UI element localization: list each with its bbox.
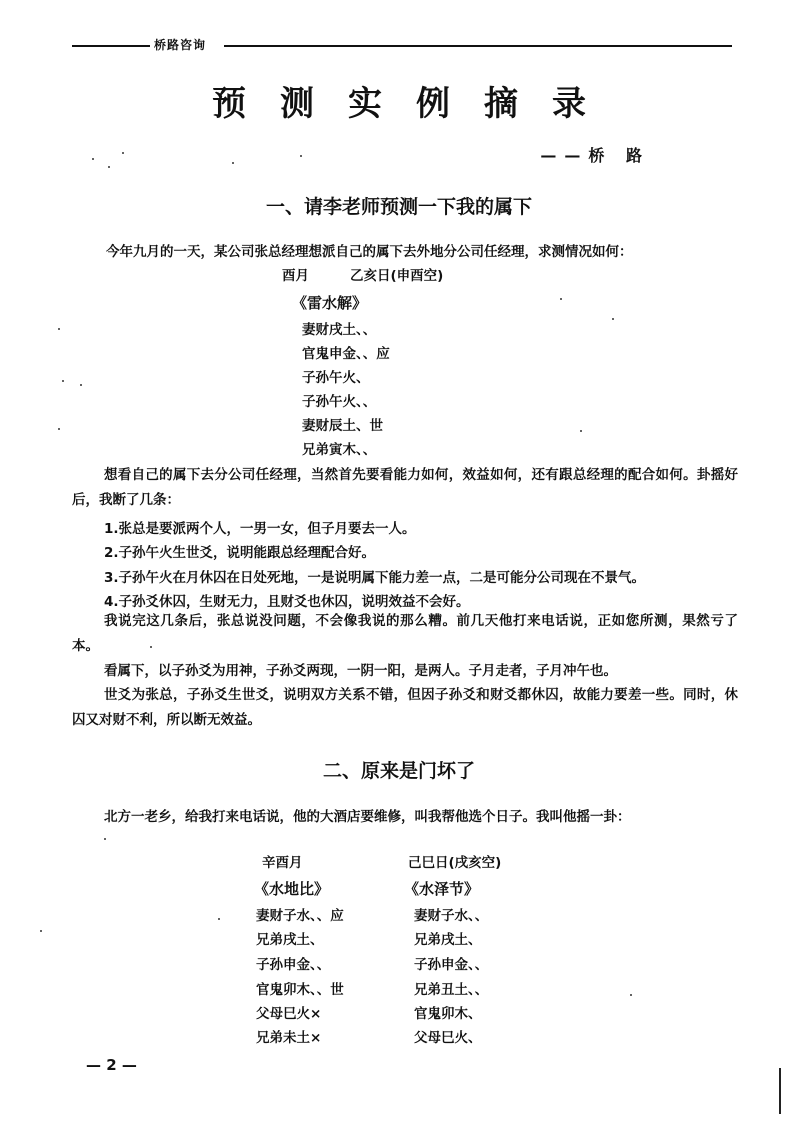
header-rule-left [72, 45, 150, 47]
section-2-intro: 北方一老乡，给我打来电话说，他的大酒店要维修，叫我帮他选个日子。我叫他摇一卦： [104, 809, 631, 825]
gua-line-changed: 妻财子水、、 [414, 908, 489, 924]
analysis-point: 3.子孙午火在月休囚在日处死地，一是说明属下能力差一点，二是可能分公司现在不景气。 [104, 570, 646, 586]
gua-line: 官鬼申金、、应 [302, 346, 390, 362]
gua-line-changed: 子孙申金、、 [414, 957, 489, 973]
section-1-note-2: 世爻为张总，子孙爻生世爻，说明双方关系不错，但因子孙爻和财爻都休囚，故能力要差一些。同时，休囚又对财不利，所以断无效益。 [72, 687, 738, 728]
gua-line-main: 父母巳火× [256, 1006, 322, 1022]
gua-line: 子孙午火、 [302, 370, 370, 386]
header-label: 桥路咨询 [154, 38, 207, 52]
section-1-analysis: 想看自己的属下去分公司任经理，当然首先要看能力如何，效益如何，还有跟总经理的配合如何。卦摇好后，我断了几条： [72, 467, 738, 508]
section-1-gua-name: 《雷水解》 [292, 294, 368, 312]
analysis-point: 2.子孙午火生世爻，说明能跟总经理配合好。 [104, 545, 376, 561]
section-1-feedback: 我说完这几条后，张总说没问题，不会像我说的那么糟。前几天他打来电话说，正如您所测，果然亏了本。 [72, 613, 738, 654]
gua-line: 妻财辰土、世 [302, 418, 383, 434]
section-1-date-month: 酉月 [282, 268, 309, 284]
author-line: ——桥 路 [540, 146, 650, 165]
header-rule-right [224, 45, 732, 47]
gua-line-changed: 父母巳火、 [414, 1030, 482, 1046]
scan-edge-mark [779, 1068, 781, 1114]
section-2-gua-main: 《水地比》 [254, 880, 330, 898]
gua-line-main: 官鬼卯木、、世 [256, 982, 344, 998]
analysis-point: 1.张总是要派两个人，一男一女，但子月要去一人。 [104, 521, 416, 537]
section-1-date-day: 乙亥日(申酉空) [350, 268, 444, 284]
section-2-date-month: 辛酉月 [262, 855, 303, 871]
section-1-note-1: 看属下，以子孙爻为用神，子孙爻两现，一阴一阳，是两人。子月走者，子月冲午也。 [104, 663, 617, 679]
gua-line-main: 兄弟戌土、 [256, 932, 324, 948]
section-2-gua-changed: 《水泽节》 [404, 880, 480, 898]
gua-line-main: 妻财子水、、应 [256, 908, 344, 924]
analysis-point: 4.子孙爻休囚，生财无力，且财爻也休囚，说明效益不会好。 [104, 594, 470, 610]
gua-line-main: 兄弟未土× [256, 1030, 322, 1046]
gua-line: 妻财戌土、、 [302, 322, 377, 338]
section-1-heading: 一、请李老师预测一下我的属下 [265, 196, 532, 218]
section-2-heading: 二、原来是门坏了 [322, 760, 475, 782]
gua-line-changed: 兄弟戌土、 [414, 932, 482, 948]
page-number: — 2 — [86, 1056, 137, 1074]
gua-line: 兄弟寅木、、 [302, 442, 377, 458]
running-header [72, 36, 732, 56]
gua-line-main: 子孙申金、、 [256, 957, 331, 973]
gua-line-changed: 官鬼卯木、 [414, 1006, 482, 1022]
page-title: 预测实例摘录 [212, 84, 620, 124]
section-2-date-day: 己巳日(戌亥空) [408, 855, 502, 871]
section-1-intro: 今年九月的一天，某公司张总经理想派自己的属下去外地分公司任经理，求测情况如何： [106, 244, 633, 260]
gua-line: 子孙午火、、 [302, 394, 377, 410]
gua-line-changed: 兄弟丑土、、 [414, 982, 489, 998]
